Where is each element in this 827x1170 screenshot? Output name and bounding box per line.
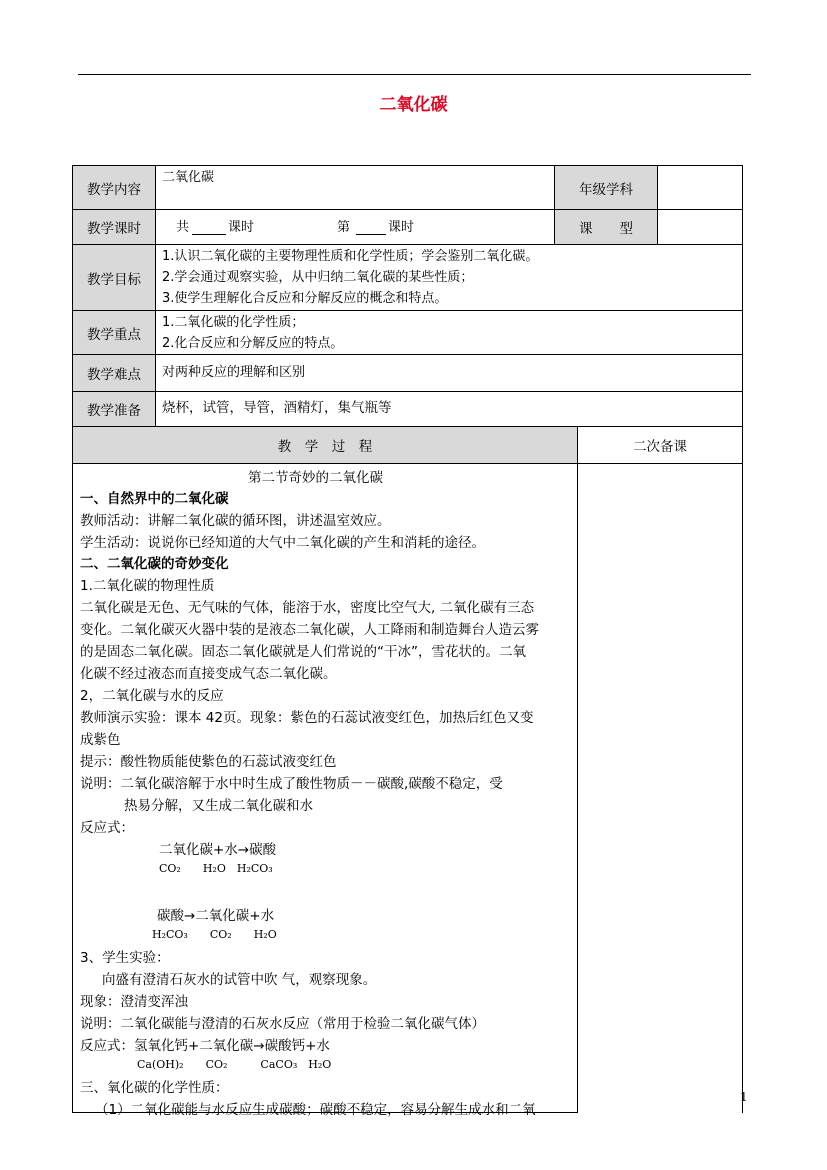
value-hours	[155, 209, 555, 245]
label-preparation: 教学准备	[72, 391, 156, 427]
key-point-item: 1.二氧化碳的化学性质；	[162, 315, 305, 330]
section-title: 第二节奇妙的二氧化碳	[248, 470, 383, 486]
paragraph: 热易分解，又生成二氧化碳和水	[124, 798, 313, 814]
value-goals	[155, 244, 743, 311]
value-grade-subject	[657, 165, 743, 210]
label-key-points: 教学重点	[72, 310, 156, 355]
paragraph: 变化。二氧化碳灭火器中装的是液态二氧化碳，人工降雨和制造舞台人造云雾	[80, 622, 539, 638]
heading-nature: 一、自然界中的二氧化碳	[80, 491, 229, 507]
label-goals: 教学目标	[72, 244, 156, 311]
label-content: 教学内容	[72, 165, 156, 210]
label-hours: 教学课时	[72, 209, 156, 245]
hours-index-blank	[356, 234, 386, 235]
header-rule	[78, 74, 751, 75]
paragraph: 教师活动：讲解二氧化碳的循环图，讲述温室效应。	[80, 513, 391, 529]
paragraph: 3、学生实验：	[80, 950, 170, 966]
paragraph: 向盛有澄清石灰水的试管中吹 气，观察现象。	[102, 972, 377, 988]
paragraph: （1）二氧化碳能与水反应生成碳酸；碳酸不稳定，容易分解生成水和二氧	[95, 1102, 536, 1118]
value-content: 二氧化碳	[155, 165, 555, 210]
paragraph: 教师演示实验：课本 42页。现象：紫色的石蕊试液变红色，加热后红色又变	[80, 710, 534, 726]
paragraph: 的是固态二氧化碳。固态二氧化碳就是人们常说的“干冰”，雪花状的。二氧	[80, 644, 526, 660]
key-point-item: 2.化合反应和分解反应的特点。	[162, 336, 344, 351]
paragraph: 反应式：氢氧化钙+二氧化碳→碳酸钙+水	[80, 1038, 330, 1054]
paragraph: 说明：二氧化碳溶解于水中时生成了酸性物质－－碳酸,碳酸不稳定，受	[80, 776, 503, 792]
page-number: 1	[740, 1090, 748, 1104]
value-difficulties: 对两种反应的理解和区别	[155, 354, 743, 392]
equation-formula: H₂CO₃ CO₂ H₂O	[152, 928, 277, 941]
paragraph: 现象：澄清变浑浊	[80, 994, 188, 1010]
label-lesson-type: 课 型	[554, 209, 658, 245]
equation-word: 碳酸→二氧化碳+水	[157, 908, 275, 924]
hours-total-prefix: 共	[176, 220, 190, 235]
paragraph: 二氧化碳是无色、无气味的气体，能溶于水，密度比空气大, 二氧化碳有三态	[80, 600, 535, 616]
notes-body	[577, 463, 743, 1113]
hours-index-suffix: 课时	[388, 220, 415, 235]
hours-total-suffix: 课时	[228, 220, 255, 235]
paragraph: 学生活动：说说你已经知道的大气中二氧化碳的产生和消耗的途径。	[80, 535, 485, 551]
paragraph: 反应式：	[80, 820, 134, 836]
label-difficulties: 教学难点	[72, 354, 156, 392]
label-grade-subject: 年级学科	[554, 165, 658, 210]
paragraph: 说明：二氧化碳能与澄清的石灰水反应（常用于检验二氧化碳气体）	[80, 1016, 485, 1032]
process-header: 教 学 过 程	[72, 426, 578, 464]
value-preparation: 烧杯，试管，导管，酒精灯，集气瓶等	[155, 391, 743, 427]
value-lesson-type	[657, 209, 743, 245]
equation-formula: Ca(OH)₂ CO₂ CaCO₃ H₂O	[137, 1058, 332, 1071]
value-key-points	[155, 310, 743, 355]
heading-changes: 二、二氧化碳的奇妙变化	[80, 556, 229, 572]
paragraph: 1.二氧化碳的物理性质	[80, 578, 215, 594]
goal-item: 3.使学生理解化合反应和分解反应的概念和特点。	[162, 291, 448, 306]
page-title: 二氧化碳	[379, 95, 448, 115]
goal-item: 1.认识二氧化碳的主要物理性质和化学性质；学会鉴别二氧化碳。	[162, 249, 539, 264]
hours-index-prefix: 第	[337, 220, 351, 235]
notes-header: 二次备课	[577, 426, 743, 464]
equation-word: 二氧化碳+水→碳酸	[159, 842, 277, 858]
paragraph: 化碳不经过液态而直接变成气态二氧化碳。	[80, 666, 337, 682]
paragraph: 成紫色	[80, 732, 121, 748]
goal-item: 2.学会通过观察实验，从中归纳二氧化碳的某些性质；	[162, 270, 474, 285]
hours-total-blank	[192, 234, 226, 235]
paragraph: 2，二氧化碳与水的反应	[80, 688, 224, 704]
heading-chemical: 三、氧化碳的化学性质：	[80, 1080, 229, 1096]
paragraph: 提示：酸性物质能使紫色的石蕊试液变红色	[80, 754, 337, 770]
equation-formula: CO₂ H₂O H₂CO₃	[159, 862, 273, 875]
